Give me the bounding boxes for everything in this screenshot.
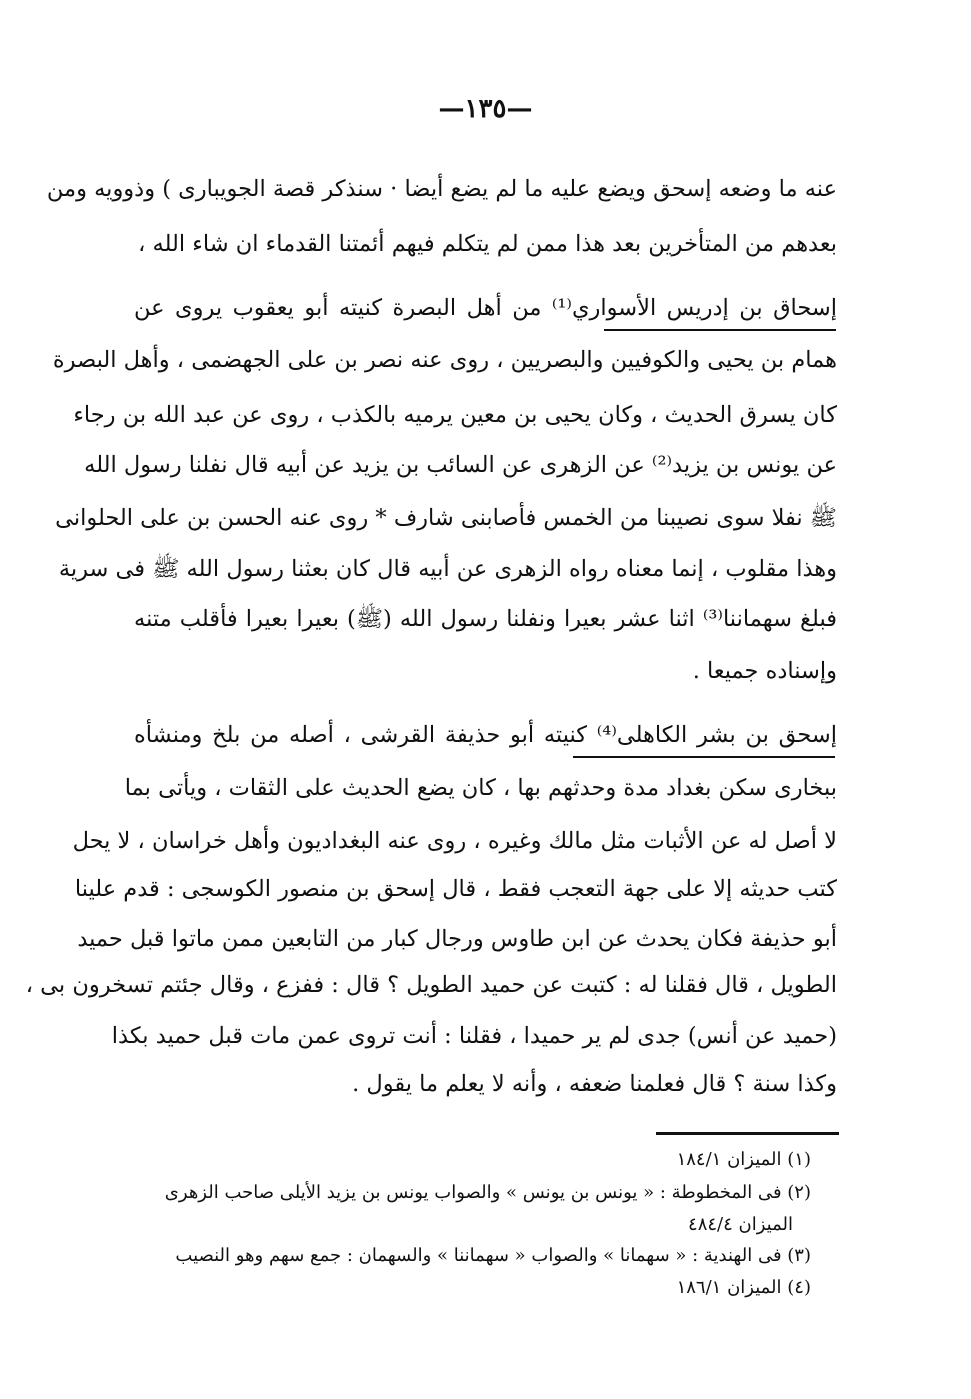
text-line: همام بن يحيى والكوفيين والبصريين ، روى عنه نصر بن على الجهضمى ، وأهل البصرة [52, 347, 837, 373]
text-line: لا أصل له عن الأثبات مثل مالك وغيره ، روى عنه البغداديون وأهل خراسان ، لا يحل [72, 828, 837, 854]
heading-underline [604, 329, 836, 331]
footnote: (٤) الميزان ١٨٦/١ [676, 1277, 811, 1298]
footnote-separator [656, 1132, 839, 1135]
text-line: وإسناده جميعا . [692, 658, 837, 684]
page-number: —١٣٥— [438, 94, 533, 124]
text-line: الطويل ، قال فقلنا له : كتبت عن حميد الطويل ؟ قال : ففزع ، وقال جئتم تسخرون بى ، [25, 972, 837, 998]
footnote: (٢) فى المخطوطة : « يونس بن يونس » والصواب يونس بن يزيد الأيلى صاحب الزهرى [164, 1182, 811, 1203]
footnote: (٣) فى الهندية : « سهمانا » والصواب « سهماننا » والسهمان : جمع سهم وهو النصيب [175, 1245, 811, 1266]
text-line: كان يسرق الحديث ، وكان يحيى بن معين يرميه بالكذب ، روى عن عبد الله بن رجاء [73, 402, 837, 428]
text-line: عنه ما وضعه إسحق ويضع عليه ما لم يضع أيضا · سنذكر قصة الجويبارى ) وذوويه ومن [46, 176, 837, 202]
text-line: بعدهم من المتأخرين بعد هذا ممن لم يتكلم فيهم أئمتنا القدماء ان شاء الله ، [138, 231, 837, 257]
heading-underline [573, 756, 835, 758]
text-line: ببخارى سكن بغداد مدة وحدثهم بها ، كان يضع الحديث على الثقات ، ويأتى بما [124, 775, 837, 801]
text-line: ﷺ نفلا سوى نصيبنا من الخمس فأصابنى شارف * روى عنه الحسن بن على الحلوانى [55, 505, 837, 531]
entry-heading-line: إسحاق بن إدريس الأسواري⁽¹⁾ من أهل البصرة كنيته أبو يعقوب يروى عن [134, 295, 838, 321]
footnote: (١) الميزان ١٨٤/١ [676, 1149, 811, 1170]
footnote-continuation: الميزان ٤٨٤/٤ [688, 1214, 793, 1235]
text-line: (حميد عن أنس) جدى لم ير حميدا ، فقلنا : أنت تروى عمن مات قبل حميد بكذا [111, 1023, 837, 1049]
text-line: أبو حذيفة فكان يحدث عن ابن طاوس ورجال كبار من التابعين ممن ماتوا قبل حميد [77, 926, 837, 952]
entry-heading-line: إسحق بن بشر الكاهلى⁽⁴⁾ كنيته أبو حذيفة القرشى ، أصله من بلخ ومنشأه [134, 722, 838, 748]
text-line: عن يونس بن يزيد⁽²⁾ عن الزهرى عن السائب بن يزيد عن أبيه قال نفلنا رسول الله [84, 452, 837, 478]
text-line: كتب حديثه إلا على جهة التعجب فقط ، قال إسحق بن منصور الكوسجى : قدم علينا [74, 876, 837, 902]
text-line: وهذا مقلوب ، إنما معناه رواه الزهرى عن أبيه قال كان بعثنا رسول الله ﷺ فى سرية [58, 556, 837, 582]
text-line: فبلغ سهماننا⁽³⁾ اثنا عشر بعيرا ونفلنا رسول الله (ﷺ) بعيرا بعيرا فأقلب متنه [134, 606, 837, 632]
text-line: وكذا سنة ؟ قال فعلمنا ضعفه ، وأنه لا يعلم ما يقول . [352, 1071, 837, 1097]
